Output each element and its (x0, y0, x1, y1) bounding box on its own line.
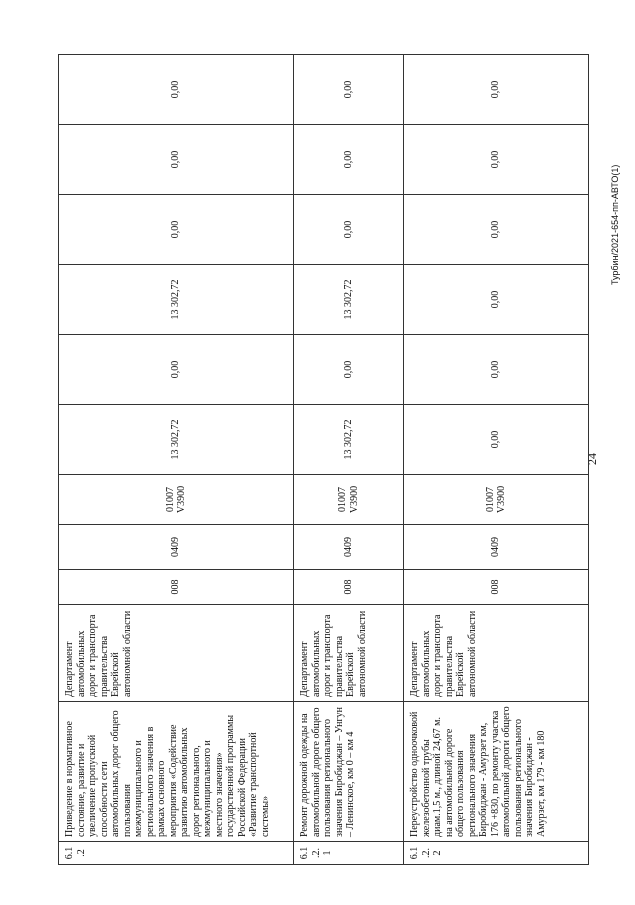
row-value-2: 0,00 (59, 335, 294, 405)
row-value-5: 0,00 (294, 125, 404, 195)
row-value-1: 13 302,72 (294, 405, 404, 475)
row-value-1: 13 302,72 (59, 405, 294, 475)
row-value-3: 0,00 (404, 265, 589, 335)
row-value-4: 0,00 (404, 195, 589, 265)
table-row (294, 55, 404, 865)
row-rzpr: 0409 (404, 525, 589, 570)
row-grbs: 008 (404, 570, 589, 605)
row-name: Ремонт дорожной одежды на автомобильной дороге общего пользования регионального значения Биробиджан – Унгун – Ленинское, км 0 – км 4 (294, 702, 404, 842)
row-executor: Департамент автомобильных дорог и транспорта правительства Еврейской автономной области (404, 605, 589, 702)
row-grbs: 008 (294, 570, 404, 605)
row-value-3: 13 302,72 (59, 265, 294, 335)
row-csr: 01007 V3900 (294, 475, 404, 525)
row-index: 6.1.2 (59, 842, 294, 865)
row-executor: Департамент автомобильных дорог и транспорта правительства Еврейской автономной области (294, 605, 404, 702)
row-value-2: 0,00 (294, 335, 404, 405)
program-table (58, 54, 589, 865)
row-value-6: 0,00 (59, 55, 294, 125)
row-csr: 01007 V3900 (404, 475, 589, 525)
row-rzpr: 0409 (59, 525, 294, 570)
row-index: 6.1.2.2 (404, 842, 589, 865)
row-csr: 01007 V3900 (59, 475, 294, 525)
row-rzpr: 0409 (294, 525, 404, 570)
row-value-2: 0,00 (404, 335, 589, 405)
row-value-6: 0,00 (404, 55, 589, 125)
row-value-1: 0,00 (404, 405, 589, 475)
row-grbs: 008 (59, 570, 294, 605)
table-row (59, 55, 294, 865)
row-value-5: 0,00 (59, 125, 294, 195)
row-value-4: 0,00 (294, 195, 404, 265)
row-name: Приведение в нормативное состояние, развитие и увеличение пропускной способности сети автомобильных дорог общего пользования межмуниципального и регионального значения в рамках основного мероприятия «Содействие развитию автомобильных дорог регионального, межмуниципального и местного значения» государственной программы Российской Федерации «Развитие транспортной системы» (59, 702, 294, 842)
table-row (404, 55, 589, 865)
row-executor: Департамент автомобильных дорог и транспорта правительства Еврейской автономной области (59, 605, 294, 702)
row-value-6: 0,00 (294, 55, 404, 125)
row-index: 6.1.2.1 (294, 842, 404, 865)
row-name: Переустройство одноочковой железобетонной трубы диам.1,5 м., длиной 24,67 м. на автомобильной дороге общего пользования регионального значения Биробиджан - Амурзет км, 176 +830, по ремонту участка автомобильной дороги общего пользования регионального значения Биробиджан - Амурзет, км 179 - км 180 (404, 702, 589, 842)
row-value-4: 0,00 (59, 195, 294, 265)
row-value-5: 0,00 (404, 125, 589, 195)
page-number: 24 (585, 453, 599, 465)
document-code: Турбин/2021-654-пп-АВТО(1) (610, 164, 620, 285)
row-value-3: 13 302,72 (294, 265, 404, 335)
